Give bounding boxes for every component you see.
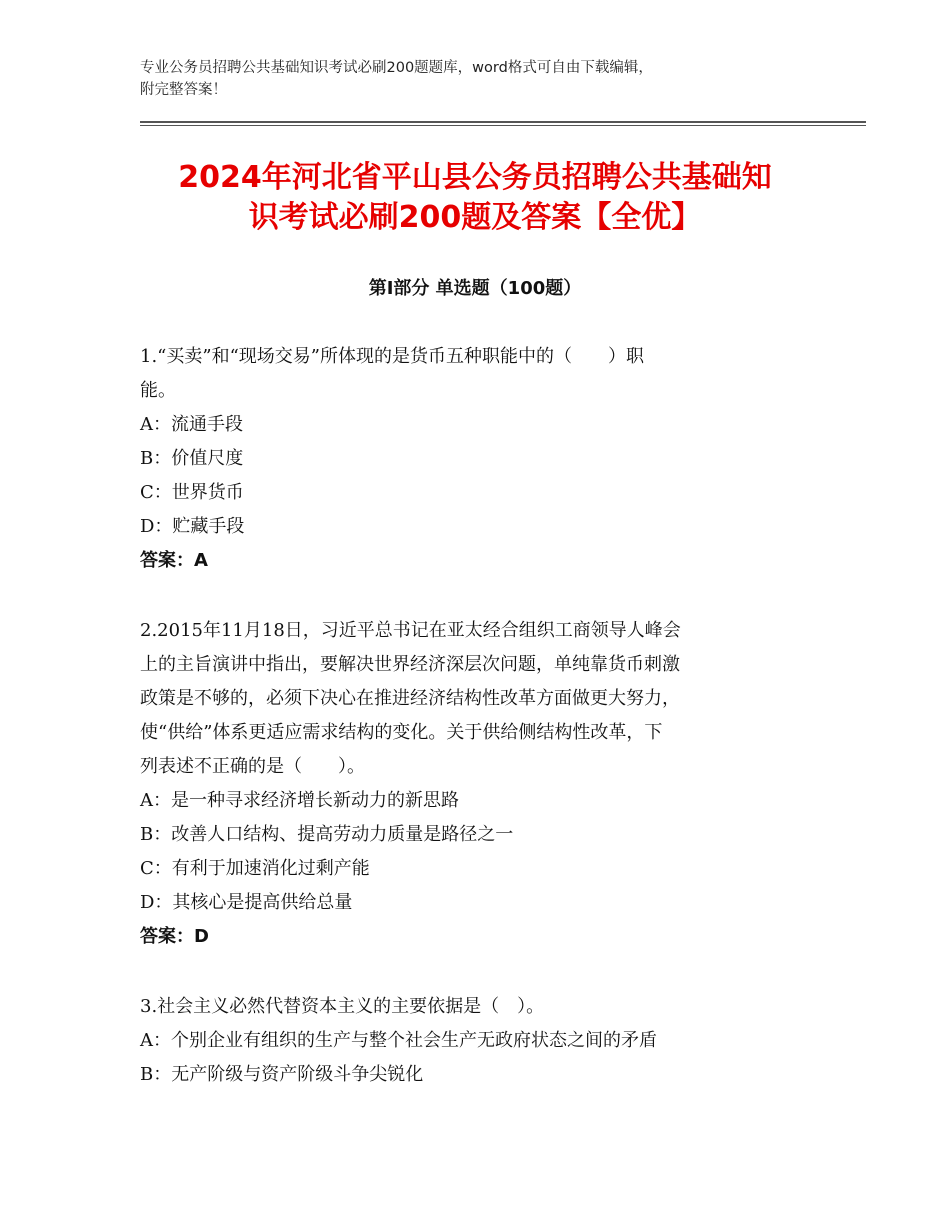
header-note-line: 专业公务员招聘公共基础知识考试必刷200题题库，word格式可自由下载编辑，	[140, 60, 653, 76]
option-b: B：改善人口结构、提高劳动力质量是路径之一	[140, 824, 514, 845]
header-note-line: 附完整答案！	[140, 82, 227, 98]
title-line: 2024年河北省平山县公务员招聘公共基础知	[178, 160, 772, 195]
title-line: 识考试必刷200题及答案【全优】	[248, 200, 702, 235]
answer-label: 答案：D	[140, 926, 209, 947]
option-c: C：世界货币	[140, 482, 244, 503]
section-heading: 第Ⅰ部分 单选题（100题）	[368, 278, 582, 299]
answer-label: 答案：A	[140, 550, 208, 571]
question-text: 上的主旨演讲中指出，要解决世界经济深层次问题，单纯靠货币刺激	[140, 654, 680, 675]
header-divider	[140, 121, 866, 123]
question-text: 使“供给”体系更适应需求结构的变化。关于供给侧结构性改革，下	[140, 722, 663, 743]
option-a: A：个别企业有组织的生产与整个社会生产无政府状态之间的矛盾	[140, 1030, 657, 1051]
option-d: D：其核心是提高供给总量	[140, 892, 353, 913]
question-text: 2.2015年11月18日，习近平总书记在亚太经合组织工商领导人峰会	[140, 620, 681, 641]
question-text: 政策是不够的，必须下决心在推进经济结构性改革方面做更大努力，	[140, 688, 680, 709]
option-c: C：有利于加速消化过剩产能	[140, 858, 370, 879]
question-text: 1.“买卖”和“现场交易”所体现的是货币五种职能中的（ ）职	[140, 346, 644, 367]
question-text: 列表述不正确的是（ ）。	[140, 756, 365, 777]
header-divider	[140, 125, 866, 126]
option-b: B：无产阶级与资产阶级斗争尖锐化	[140, 1064, 424, 1085]
header-note	[140, 57, 820, 101]
question-text: 能。	[140, 380, 176, 401]
option-a: A：流通手段	[140, 414, 243, 435]
question-2	[140, 614, 820, 954]
document-title	[140, 158, 810, 238]
option-b: B：价值尺度	[140, 448, 244, 469]
question-text: 3.社会主义必然代替资本主义的主要依据是（ ）。	[140, 996, 545, 1017]
option-d: D：贮藏手段	[140, 516, 245, 537]
question-1	[140, 340, 820, 578]
question-3	[140, 990, 820, 1092]
option-a: A：是一种寻求经济增长新动力的新思路	[140, 790, 459, 811]
